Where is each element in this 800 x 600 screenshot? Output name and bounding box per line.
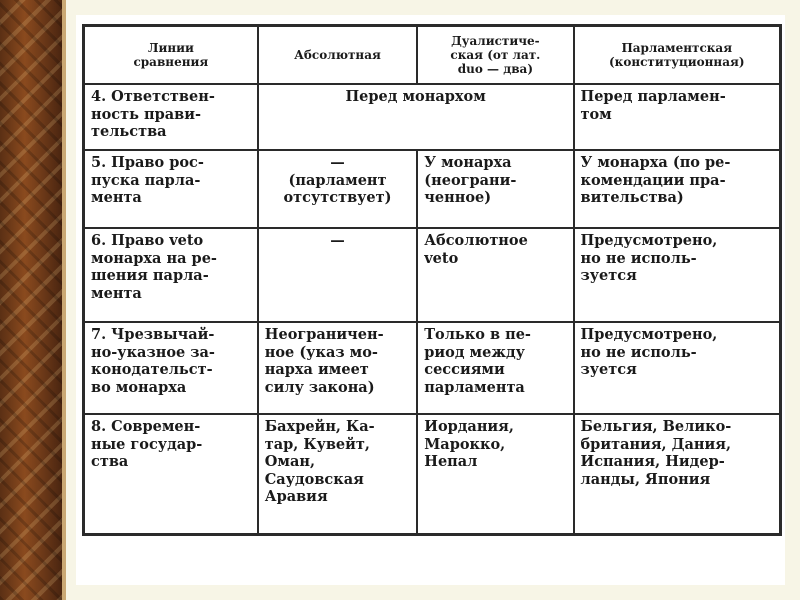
header-parliamentary: Парламентская (конституционная) <box>574 26 781 85</box>
row-dualistic-value: Абсолютное veto <box>417 228 573 322</box>
row-absolute-value: Неограничен- ное (указ мо- нарха имеет силу закона) <box>258 322 417 414</box>
slide <box>76 15 785 585</box>
row-dualistic-value: У монарха (неограни- ченное) <box>417 150 573 228</box>
decorative-left-border <box>0 0 62 600</box>
row-absolute-value: — (парламент отсутствует) <box>258 150 417 228</box>
table-row <box>84 322 781 414</box>
row-parliamentary-value: Предусмотрено, но не исполь- зуется <box>574 228 781 322</box>
table-row <box>84 150 781 228</box>
decorative-left-line <box>62 0 66 600</box>
table-row <box>84 84 781 150</box>
row-absolute-value: — <box>258 228 417 322</box>
table-row <box>84 414 781 534</box>
row-parliamentary-value: Перед парламен- том <box>574 84 781 150</box>
row-dualistic-value: Иордания, Марокко, Непал <box>417 414 573 534</box>
row-parliamentary-value: Предусмотрено, но не исполь- зуется <box>574 322 781 414</box>
table-row <box>84 228 781 322</box>
row-parliamentary-value: У монарха (по ре- комендации пра- вительства) <box>574 150 781 228</box>
row-absolute-value: Бахрейн, Ка- тар, Кувейт, Оман, Саудовская Аравия <box>258 414 417 534</box>
row-criterion: 8. Современ- ные государ- ства <box>84 414 258 534</box>
header-absolute: Абсолютная <box>258 26 417 85</box>
row-dualistic-value: Только в пе- риод между сессиями парламента <box>417 322 573 414</box>
header-criteria: Линии сравнения <box>84 26 258 85</box>
row-criterion: 4. Ответствен- ность прави- тельства <box>84 84 258 150</box>
row-criterion: 5. Право рос- пуска парла- мента <box>84 150 258 228</box>
row-criterion: 7. Чрезвычай- но-указное за- конодательст- во монарха <box>84 322 258 414</box>
monarchy-comparison-table <box>82 24 782 536</box>
row-parliamentary-value: Бельгия, Велико- британия, Дания, Испания, Нидер- ланды, Япония <box>574 414 781 534</box>
header-dualistic: Дуалистиче- ская (от лат. duo — два) <box>417 26 573 85</box>
row-criterion: 6. Право veto монарха на ре- шения парла- мента <box>84 228 258 322</box>
row-merged-value: Перед монархом <box>258 84 574 150</box>
table-header-row <box>84 26 781 85</box>
